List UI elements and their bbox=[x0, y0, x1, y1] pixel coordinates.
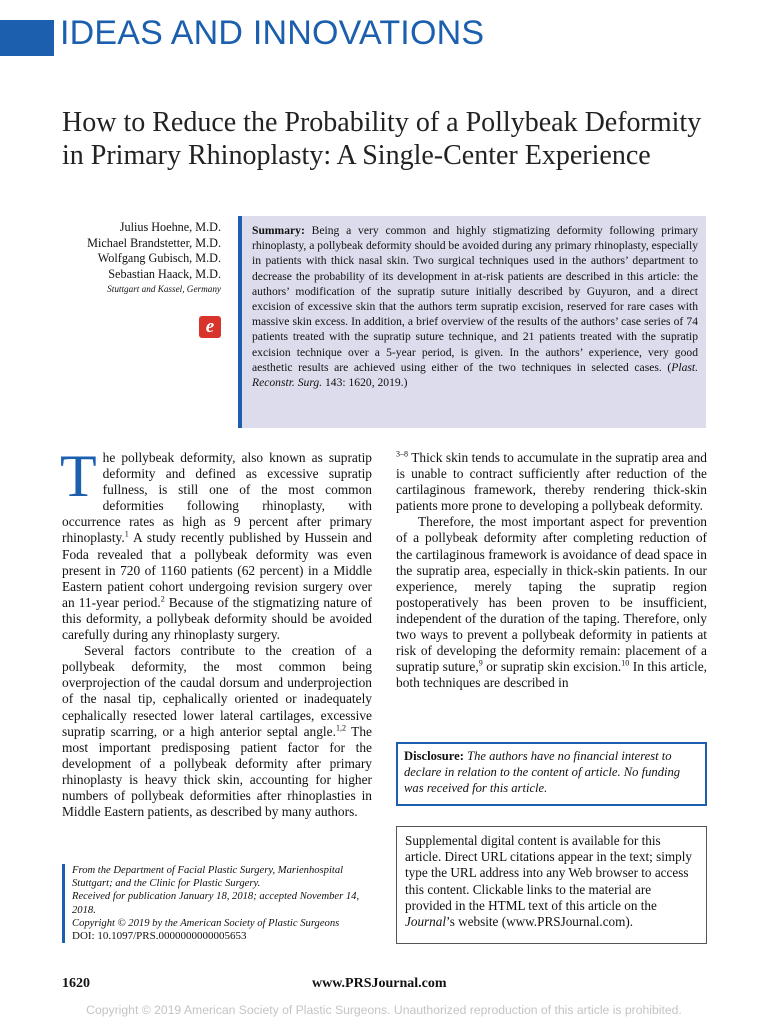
body-paragraph-2 bbox=[62, 643, 372, 820]
supplemental-journal: Journal bbox=[405, 914, 447, 930]
reference-link[interactable]: 1,2 bbox=[335, 723, 346, 733]
affiliation-box bbox=[62, 864, 374, 943]
body-text: or supratip skin excision. bbox=[482, 659, 622, 675]
summary-text: Being a very common and highly stigmatizing deformity following primary rhinoplasty, a pollybeak deformity should be avoided during any primary rhinoplasty, especially in patients with thick nasal skin. Two surgical techniques used in the authors’ department to decrease the probability of its development in at-risk patients are described in this article: the authors’ modification of the supratip suture initially described by Guyuron, and a direct excision of excessive skin that the authors term supratip excision, reserved for rare cases with massive skin excess. In addition, a brief overview of the results of the authors’ case series of 74 patients treated with the supratip suture technique, and 21 patients treated with the supratip excision technique over a 5-year period, is given. In the authors’ experience, very good aesthetic results are achieved using either of the two techniques in selected cases. bbox=[252, 224, 698, 374]
section-title: IDEAS AND INNOVATIONS bbox=[60, 14, 485, 52]
author-list bbox=[40, 220, 221, 296]
section-header-bar bbox=[0, 20, 54, 56]
body-text: A study recently published by Hussein and Foda revealed that a pollybeak deformity was even present in 720 of 1160 patients (62 percent) in a Middle Eastern patient cohort undergoing revision surgery over an 11-year period. bbox=[62, 530, 372, 610]
body-text: Thick skin tends to accumulate in the supratip area and is unable to contract sufficiently after reduction of the cartilaginous framework, thereby rendering thick-skin patients more prone to developing a pollybeak deformity. bbox=[396, 450, 707, 514]
body-text: In this article, both techniques are described in bbox=[396, 659, 708, 691]
reference-link[interactable]: 9 bbox=[478, 658, 483, 668]
body-paragraph-3 bbox=[396, 514, 707, 691]
body-text: Because of the stigmatizing nature of this deformity, a pollybeak deformity should be avoided carefully during any rhinoplasty surgery. bbox=[62, 594, 372, 643]
article-title: How to Reduce the Probability of a Pollybeak Deformity in Primary Rhinoplasty: A Single-Center Experience bbox=[62, 107, 702, 171]
author-name: Michael Brandstetter, M.D. bbox=[87, 235, 221, 250]
author-affiliation: Stuttgart and Kassel, Germany bbox=[107, 284, 221, 295]
supplemental-text: Supplemental digital content is available for this article. Direct URL citations appear in the text; simply type the URL address into any Web browser to access this content. Clickable links to the material are provided in the HTML text of this article on the bbox=[405, 833, 692, 913]
drop-cap: T bbox=[60, 443, 97, 509]
copyright-line: Copyright © 2019 by the American Society of Plastic Surgeons bbox=[72, 917, 340, 929]
copyright-notice: Copyright © 2019 American Society of Plastic Surgeons. Unauthorized reproduction of this article is prohibited. bbox=[86, 1003, 682, 1017]
author-name: Wolfgang Gubisch, M.D. bbox=[97, 251, 221, 266]
citation-journal: Plast. Reconstr. Surg. bbox=[252, 360, 698, 390]
body-text: The most important predisposing patient factor for the development of a pollybeak deformity after primary rhinoplasty is heavy thick skin, accounting for higher numbers of pollybeak deformities after rhinoplasties in Middle Eastern patients, as described by many authors. bbox=[62, 723, 372, 820]
body-paragraph-1 bbox=[60, 443, 372, 643]
reference-link[interactable]: 3–8 bbox=[396, 449, 408, 459]
affiliation-line: From the Department of Facial Plastic Surgery, Marienhospital Stuttgart; and the Clinic for Plastic Surgery. bbox=[72, 865, 344, 890]
doi-link[interactable]: DOI: 10.1097/PRS.0000000000005653 bbox=[72, 930, 247, 943]
supplemental-text-end[interactable]: ’s website (www.PRSJournal.com). bbox=[446, 914, 634, 930]
body-text: he pollybeak deformity, also known as supratip deformity and defined as excessive supratip fullness, is still one of the most common deformities following rhinoplasty, with occurrence rates as high as 9 percent after primary rhinoplasty. bbox=[62, 450, 372, 546]
disclosure-text: The authors have no financial interest to declare in relation to the content of article. No funding was received for this article. bbox=[404, 749, 681, 795]
journal-url-link[interactable]: www.PRSJournal.com bbox=[312, 976, 447, 991]
citation-open: ( bbox=[661, 360, 672, 374]
received-line: Received for publication January 18, 2018; accepted November 14, 2018. bbox=[72, 891, 360, 916]
citation-rest: 143: 1620, 2019.) bbox=[322, 376, 408, 390]
body-column-left bbox=[60, 443, 372, 820]
reference-link[interactable]: 10 bbox=[621, 658, 630, 668]
author-name: Sebastian Haack, M.D. bbox=[108, 266, 221, 281]
e-content-icon[interactable]: e bbox=[199, 316, 221, 338]
reference-link[interactable]: 2 bbox=[160, 594, 165, 604]
supplemental-content-box bbox=[396, 826, 707, 944]
body-text: Therefore, the most important aspect for prevention of a pollybeak deformity after completing reduction of the cartilaginous framework is avoidance of dead space in the supratip area, especially in thick-skin patients. In our experience, merely taping the supratip region postoperatively has been proven to be insufficient, independent of the duration of the taping. Therefore, only two ways to prevent a pollybeak deformity in patients at risk of developing the deformity remain: placement of a supratip suture, bbox=[396, 514, 707, 675]
summary-box bbox=[238, 216, 706, 428]
body-column-right bbox=[396, 450, 707, 691]
author-name: Julius Hoehne, M.D. bbox=[119, 220, 221, 234]
reference-link[interactable]: 1 bbox=[124, 530, 129, 539]
page-number: 1620 bbox=[62, 976, 90, 991]
disclosure-box bbox=[396, 742, 707, 806]
disclosure-label: Disclosure: bbox=[404, 749, 464, 763]
body-text: Several factors contribute to the creation of a pollybeak deformity, the most common being overprojection of the caudal dorsum and underprojection of the nasal tip, cephalically oriented or inadequately cephalically resected lower lateral cartilages, excessive supratip scarring, or a high anterior septal angle. bbox=[62, 643, 372, 739]
body-paragraph-2-cont bbox=[396, 450, 707, 514]
summary-label: Summary: bbox=[252, 224, 305, 237]
